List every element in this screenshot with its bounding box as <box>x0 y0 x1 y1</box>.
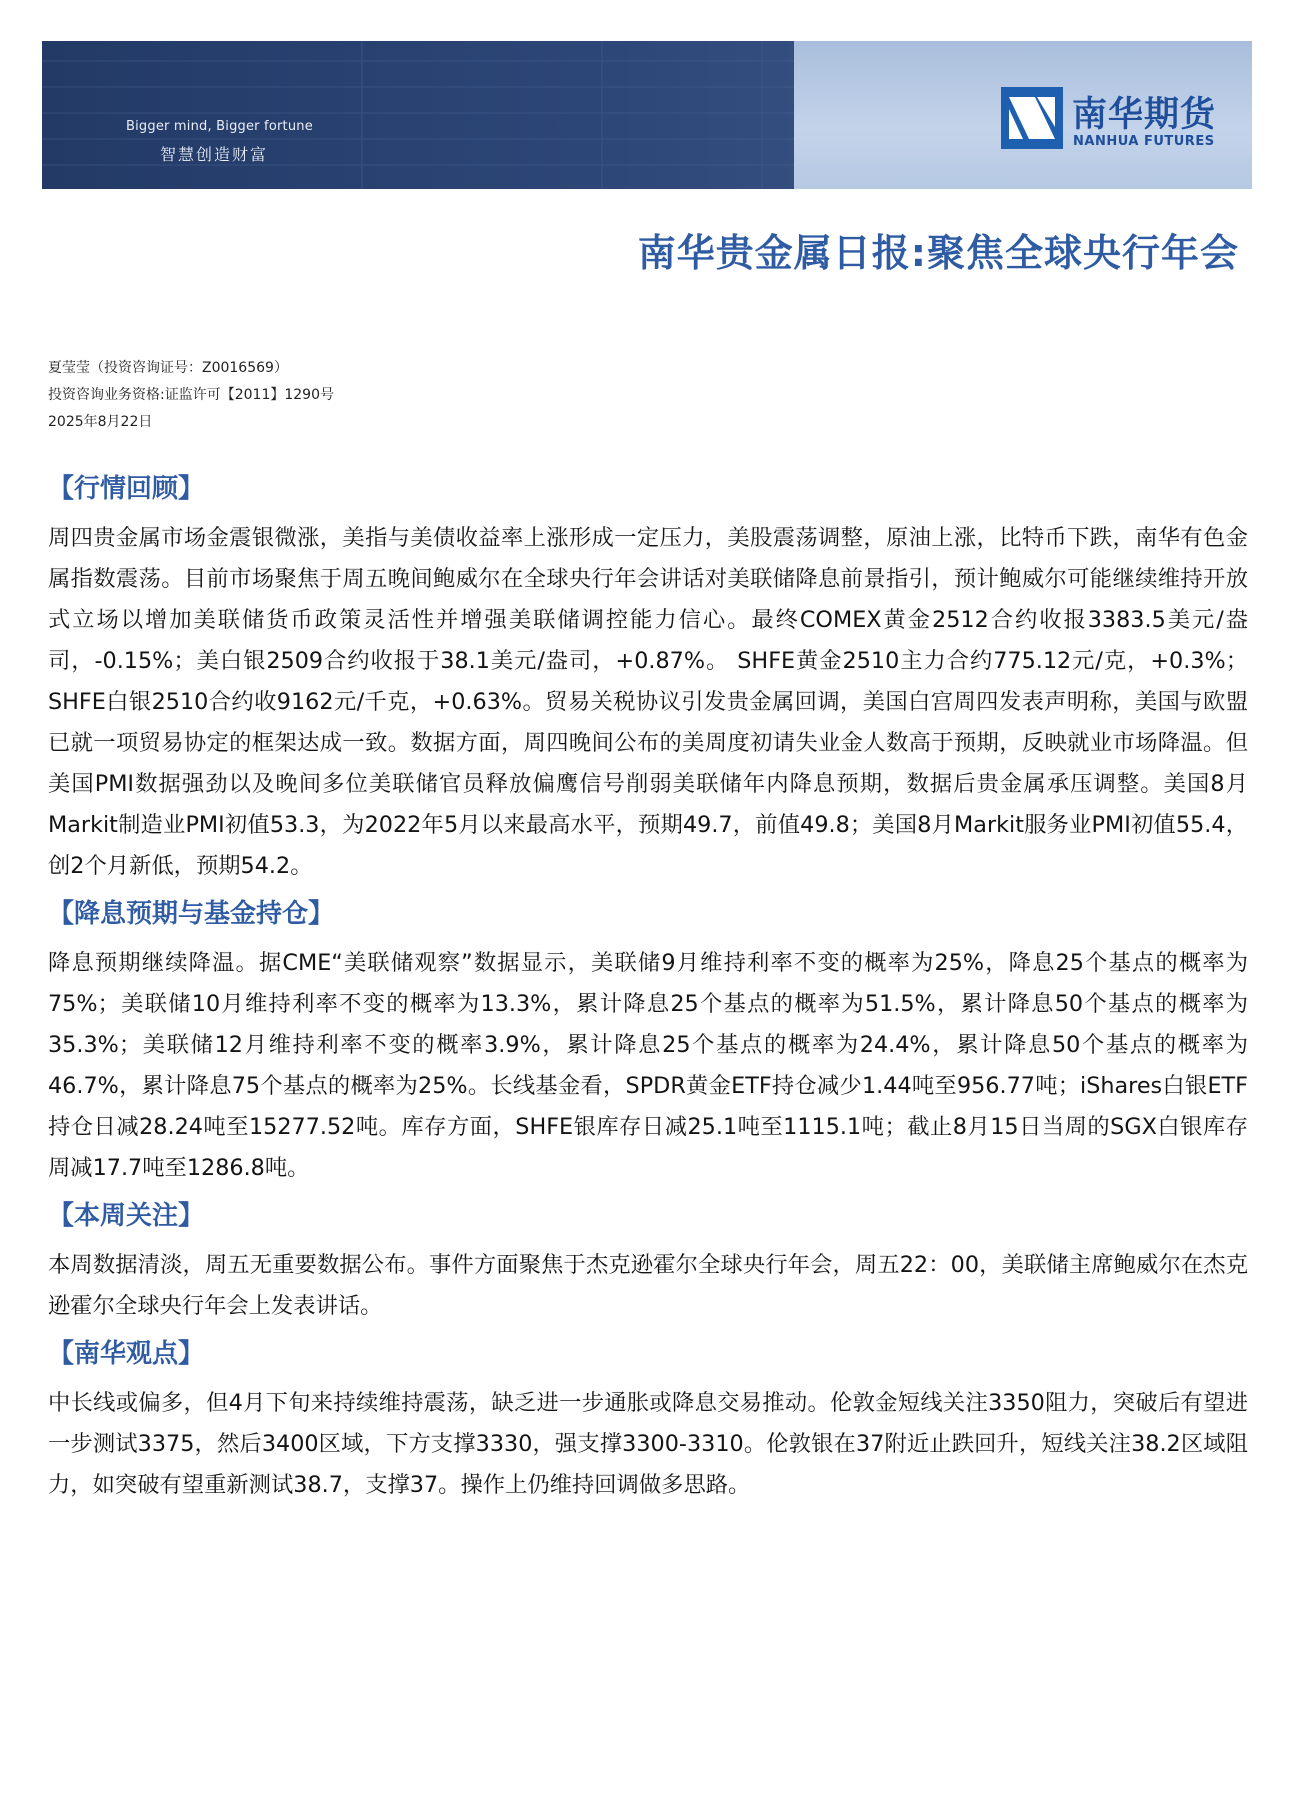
author-line: 夏莹莹（投资咨询证号：Z0016569） <box>48 360 288 376</box>
report-meta <box>48 355 334 436</box>
section-body-rate-expectation: 降息预期继续降温。据CME“美联储观察”数据显示，美联储9月维持利率不变的概率为25%，降息25个基点的概率为75%；美联储10月维持利率不变的概率为13.3%，累计降息25个基点的概率为51.5%，累计降息50个基点的概率为35.3%；美联储12月维持利率不变的概率3.9%，累计降息25个基点的概率为24.4%，累计降息50个基点的概率为46.7%，累计降息75个基点的概率为25%。长线基金看，SPDR黄金ETF持仓减少1.44吨至956.77吨；iShares白银ETF持仓日减28.24吨至15277.52吨。库存方面，SHFE银库存日减25.1吨至1115.1吨；截止8月15日当周的SGX白银库存周减17.7吨至1286.8吨。 <box>48 950 1248 1181</box>
slogan <box>126 119 313 165</box>
logo-text-cn: 南华期货 <box>1072 95 1217 135</box>
logo-area <box>794 41 1252 189</box>
section-heading-nanhua-view: 【南华观点】 <box>48 1339 205 1369</box>
section-heading-weekly-focus: 【本周关注】 <box>48 1201 205 1231</box>
section-body-market-review: 周四贵金属市场金震银微涨，美指与美债收益率上涨形成一定压力，美股震荡调整，原油上涨，比特币下跌，南华有色金属指数震荡。目前市场聚焦于周五晚间鲍威尔在全球央行年会讲话对美联储降息前景指引，预计鲍威尔可能继续维持开放式立场以增加美联储货币政策灵活性并增强美联储调控能力信心。最终COMEX黄金2512合约收报3383.5美元/盎司，-0.15%；美白银2509合约收报于38.1美元/盎司，+0.87%。 SHFE黄金2510主力合约775.12元/克，+0.3%；SHFE白银2510合约收9162元/千克，+0.63%。贸易关税协议引发贵金属回调，美国白宫周四发表声明称，美国与欧盟已就一项贸易协定的框架达成一致。数据方面，周四晚间公布的美周度初请失业金人数高于预期，反映就业市场降温。但美国PMI数据强劲以及晚间多位美联储官员释放偏鹰信号削弱美联储年内降息预期，数据后贵金属承压调整。美国8月Markit制造业PMI初值53.3，为2022年5月以来最高水平，预期49.7，前值49.8；美国8月Markit服务业PMI初值55.4，创2个月新低，预期54.2。 <box>48 525 1248 879</box>
header-banner <box>42 41 1252 189</box>
date-line: 2025年8月22日 <box>48 414 153 430</box>
section-heading-rate-expectation: 【降息预期与基金持仓】 <box>48 899 335 929</box>
section-body-nanhua-view: 中长线或偏多，但4月下旬来持续维持震荡，缺乏进一步通胀或降息交易推动。伦敦金短线关注3350阻力，突破后有望进一步测试3375，然后3400区域，下方支撑3330，强支撑3300-3310。伦敦银在37附近止跌回升，短线关注38.2区域阻力，如突破有望重新测试38.7，支撑37。操作上仍维持回调做多思路。 <box>48 1390 1248 1498</box>
section-heading-market-review: 【行情回顾】 <box>48 474 205 504</box>
slogan-en: Bigger mind, Bigger fortune <box>126 119 313 134</box>
report-title: 南华贵金属日报:聚焦全球央行年会 <box>637 231 1239 275</box>
logo-text-en: NANHUA FUTURES <box>1073 134 1215 149</box>
nanhua-logo-icon <box>1001 87 1063 149</box>
license-line: 投资咨询业务资格:证监许可【2011】1290号 <box>48 387 334 403</box>
slogan-cn: 智慧创造财富 <box>160 145 269 164</box>
section-body-weekly-focus: 本周数据清淡，周五无重要数据公布。事件方面聚焦于杰克逊霍尔全球央行年会，周五22：00，美联储主席鲍威尔在杰克逊霍尔全球央行年会上发表讲话。 <box>48 1252 1248 1319</box>
report-content <box>48 470 1248 1514</box>
